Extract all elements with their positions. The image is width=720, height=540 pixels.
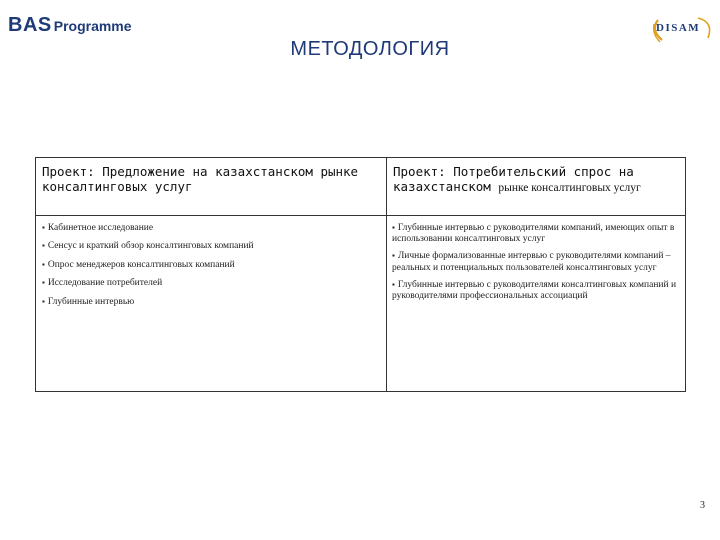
methodology-table (35, 157, 686, 392)
list-item: ▪ Сенсус и краткий обзор консалтинговых компаний (42, 240, 378, 252)
header-divider (36, 215, 685, 216)
list-item: ▪ Глубинные интервью (42, 296, 378, 308)
right-heading-main: Проект: Потребительский спрос на казахстанском (393, 164, 634, 194)
left-methods-list (42, 222, 378, 314)
logo-programme-text: Programme (53, 18, 132, 34)
list-item: ▪ Опрос менеджеров консалтинговых компаний (42, 259, 378, 271)
list-item: ▪ Глубинные интервью с руководителями консалтинговых компаний и руководителями профессиональных ассоциаций (392, 279, 680, 302)
column-divider (386, 158, 387, 391)
list-item: ▪ Личные формализованные интервью с руководителями компаний – реальных и потенциальных пользователей консалтинговых услуг (392, 250, 680, 273)
logo-bas-text: BAS (8, 14, 52, 36)
bas-programme-logo (8, 14, 132, 37)
page-number: 3 (700, 500, 705, 511)
right-methods-list (392, 222, 680, 307)
list-item: ▪ Глубинные интервью с руководителями компаний, имеющих опыт в использовании консалтинговых услуг (392, 222, 680, 245)
page-title: МЕТОДОЛОГИЯ (290, 38, 450, 60)
right-heading-tail: рынке консалтинговых услуг (498, 182, 641, 194)
left-column-heading: Проект: Предложение на казахстанском рынке консалтинговых услуг (42, 164, 359, 194)
right-column-heading (393, 164, 679, 196)
list-item: ▪ Кабинетное исследование (42, 222, 378, 234)
disam-logo-text: DISAM (656, 22, 701, 34)
list-item: ▪ Исследование потребителей (42, 277, 378, 289)
